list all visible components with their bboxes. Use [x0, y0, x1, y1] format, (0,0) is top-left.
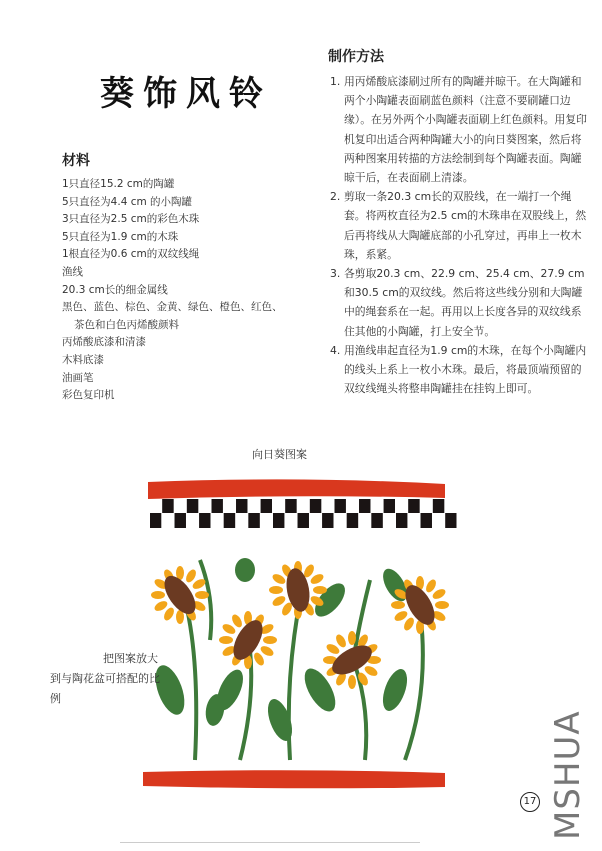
checker-square — [285, 499, 296, 513]
sunflower-petal — [313, 586, 327, 594]
material-item: 彩色复印机 — [62, 389, 115, 402]
material-item: 3只直径为2.5 cm的彩色木珠 — [62, 213, 200, 226]
side-note — [50, 649, 166, 709]
step-text: 各剪取20.3 cm、22.9 cm、25.4 cm、27.9 cm和30.5 cm的双纹线。然后将这些线分别和大陶罐中的绳套系在一起。再用以上长度各异的双纹线系住其他的小陶罐，打上安全节。 — [344, 267, 585, 338]
step-number: 2. — [330, 190, 341, 204]
checker-square — [298, 513, 309, 528]
checker-square — [224, 513, 235, 528]
material-item: 1只直径15.2 cm的陶罐 — [62, 178, 175, 190]
checker-square — [175, 513, 186, 528]
red-stripe-bottom — [143, 770, 445, 788]
material-item: 1根直径为0.6 cm的双纹线绳 — [62, 248, 200, 261]
checker-square — [347, 513, 358, 528]
checker-square — [150, 513, 161, 528]
leaf — [235, 558, 255, 582]
material-item: 5只直径为1.9 cm的木珠 — [62, 230, 179, 243]
stem — [200, 560, 211, 640]
red-stripe-top — [148, 479, 445, 499]
sunflower-petal — [195, 591, 209, 599]
sunflower-petal — [435, 601, 449, 609]
checker-square — [371, 513, 382, 528]
checker-square — [396, 513, 407, 528]
sunflower-petal — [391, 601, 405, 609]
step-number: 4. — [330, 343, 341, 357]
material-item: 木料底漆 — [62, 353, 104, 366]
leaf — [378, 666, 412, 714]
checker-square — [273, 513, 284, 528]
sunflower-petal — [348, 631, 356, 645]
sunflower-petal — [151, 591, 165, 599]
side-note-line: 把图案放大 — [103, 652, 158, 665]
checker-square — [261, 499, 272, 513]
checker-square — [187, 499, 198, 513]
checker-square — [236, 499, 247, 513]
step-text: 剪取一条20.3 cm长的双股线，在一端打一个绳套。将两枚直径为2.5 cm的木珠串在双股线上，然后再将线从大陶罐底部的小孔穿过，再串上一枚木珠，系紧。 — [344, 190, 587, 261]
material-item: 5只直径为4.4 cm 的小陶罐 — [62, 195, 193, 208]
checker-square — [433, 499, 444, 513]
checker-square — [359, 499, 370, 513]
checker-square — [421, 513, 432, 528]
checker-square — [445, 513, 456, 528]
sunflower-petal — [269, 586, 283, 594]
checker-square — [310, 499, 321, 513]
bottom-rule — [120, 842, 420, 843]
checker-square — [335, 499, 346, 513]
checker-square — [248, 513, 259, 528]
step-number: 3. — [330, 267, 341, 281]
step-text: 用丙烯酸底漆刷过所有的陶罐并晾干。在大陶罐和两个小陶罐表面刷蓝色颜料（注意不要刷罐口边缘）。在另外两个小陶罐表面刷上红色颜料。用复印机复印出适合两种陶罐大小的向日葵图案，然后将两种图案用转描的方法绘制到每个陶罐表面。陶罐晾干后，在表面刷上清漆。 — [344, 75, 587, 185]
material-item: 茶色和白色丙烯酸颜料 — [74, 318, 179, 331]
leaf — [263, 696, 297, 744]
material-item: 20.3 cm长的细金属线 — [62, 283, 168, 296]
step-text: 用渔线串起直径为1.9 cm的木珠，在每个小陶罐内的线头上系上一枚小木珠。最后，将最顶端预留的双纹线绳头将整串陶罐挂在挂钩上即可。 — [344, 343, 587, 396]
side-note-line: 到与陶花盆可搭配的比例 — [50, 672, 160, 705]
material-item: 渔线 — [62, 265, 83, 278]
page-number: 17 — [520, 792, 540, 812]
checker-square — [162, 499, 173, 513]
step-number: 1. — [330, 75, 341, 88]
checker-square — [408, 499, 419, 513]
checker-square — [212, 499, 223, 513]
sunflower-petal — [219, 636, 233, 644]
checker-square — [199, 513, 210, 528]
page-title: 葵饰风铃 — [100, 74, 272, 114]
checker-square — [384, 499, 395, 513]
material-item: 油画笔 — [62, 371, 94, 384]
material-item: 丙烯酸底漆和清漆 — [62, 336, 146, 349]
stem — [185, 600, 196, 760]
pattern-caption: 向日葵图案 — [252, 448, 307, 461]
materials-heading: 材料 — [62, 153, 90, 169]
method-heading: 制作方法 — [328, 49, 384, 65]
material-item: 黑色、蓝色、棕色、金黄、绿色、橙色、红色、 — [62, 301, 283, 314]
watermark: MSHUA — [548, 710, 588, 840]
sunflower-petal — [263, 636, 277, 644]
sunflower-petal — [348, 675, 356, 689]
checker-square — [322, 513, 333, 528]
